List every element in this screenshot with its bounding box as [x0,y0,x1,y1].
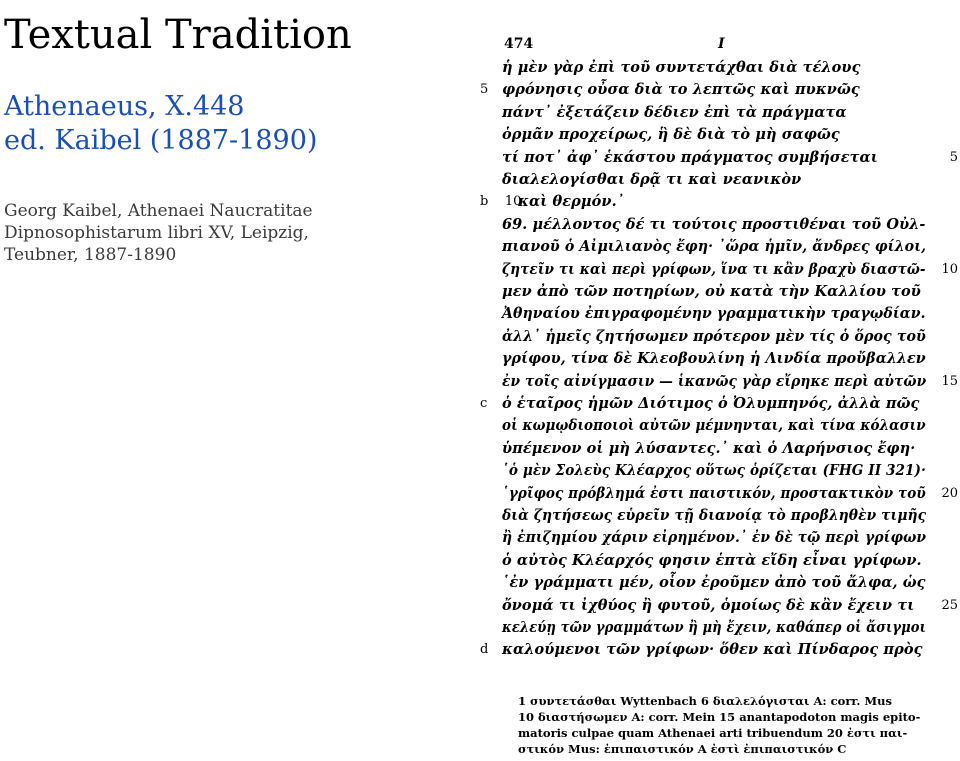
margin-marker: c [480,396,488,411]
line-number: 25 [941,598,958,613]
apparatus-note: matoris culpae quam Athenaei arti tribuendum 20 ἐστι παι- [518,726,908,740]
line-number: 20 [941,486,958,501]
subtitle-line-1: Athenaeus, X.448 [4,91,245,122]
text-line: καὶ θερμόν.᾽ [518,193,625,210]
text-line: φρόνησις οὖσα διὰ το λεπτῶς καὶ πυκνῶς [502,81,860,98]
text-line: ῾ἐν γράμματι μέν, οἷον ἐροῦμεν ἀπὸ τοῦ ἄλφα, ὡς [502,574,926,591]
text-line: διαλελογίσθαι δρᾷ τι καὶ νεανικὸν [502,171,802,188]
text-line: πάντ᾽ ἐξετάζειν δέδιεν ἐπὶ τὰ πράγματα [502,104,847,121]
margin-marker: d [480,642,489,657]
text-line: μεν ἀπὸ τῶν ποτηρίων, οὐ κατὰ τὴν Καλλίου τοῦ [502,283,921,300]
text-line: ῾γρῖφος πρόβλημά ἐστι παιστικόν, προστακτικὸν τοῦ [502,485,926,502]
margin-marker: 5 [480,82,489,97]
source-subtitle [4,90,317,158]
text-line: ὄνομά τι ἰχθύος ἢ φυτοῦ, ὁμοίως δὲ κἂν ἔχειν τι [502,597,915,614]
book-number: I [718,36,725,52]
text-line: Ἀθηναίου ἐπιγραφομένην γραμματικὴν τραγῳδίαν. [502,305,926,322]
text-line: ὁρμᾶν προχείρως, ἣ δὲ διὰ τὸ μὴ σαφῶς [502,126,840,143]
text-line: ὁ αὐτὸς Κλέαρχός φησιν ἑπτὰ εἴδη εἶναι γρίφων. [502,552,922,569]
text-line: ὑπέμενον οἱ μὴ λύσαντες.᾽ καὶ ὁ Λαρήνσιος ἔφη· [502,440,916,457]
line-number: 10 [941,262,958,277]
text-line: ῾ὁ μὲν Σολεὺς Κλέαρχος οὕτως ὁρίζεται (FHG II 321)· [502,462,926,479]
slide-title: Textual Tradition [4,12,352,58]
citation-line-1: Georg Kaibel, Athenaei Naucratitae [4,201,313,221]
text-line: ἐν τοῖς αἰνίγμασιν — ἱκανῶς γὰρ εἴρηκε περὶ αὐτῶν [502,373,927,390]
text-line: 69. μέλλοντος δέ τι τούτοις προστιθέναι τοῦ Οὐλ- [502,216,926,233]
scanned-page [478,0,960,761]
apparatus-note: στικόν Mus: ἐπιπαιστικόν A ἐστὶ ἐπιπαιστικόν C [518,742,847,756]
citation-line-2: Dipnosophistarum libri XV, Leipzig, [4,223,309,243]
text-line: ἡ μὲν γὰρ ἐπὶ τοῦ συντετάχθαι διὰ τέλους [502,59,861,76]
text-line: κελεύῃ τῶν γραμμάτων ἢ μὴ ἔχειν, καθάπερ οἱ ἄσιγμοι [502,619,927,636]
apparatus-note: 1 συντετάσθαι Wyttenbach 6 διαλελόγισται A: corr. Mus [518,694,892,708]
line-number: 15 [941,374,958,389]
text-line: ζητεῖν τι καὶ περὶ γρίφων, ἵνα τι κἂν βραχὺ διαστῶ- [502,261,926,278]
text-line: ἀλλ᾽ ἡμεῖς ζητήσωμεν πρότερον μὲν τίς ὁ ὅρος τοῦ [502,328,927,345]
citation-line-3: Teubner, 1887-1890 [4,245,177,265]
text-line: οἱ κωμῳδιοποιοὶ αὐτῶν μέμνηνται, καὶ τίνα κόλασιν [502,417,926,434]
margin-marker: b 10 [480,194,522,209]
text-line: γρίφου, τίνα δὲ Κλεοβουλίνη ἡ Λινδία προὔβαλλεν [502,350,926,367]
text-line: πιανοῦ ὁ Αἰμιλιανὸς ἔφη· ᾽ὥρα ἡμῖν, ἄνδρες φίλοι, [502,238,927,255]
text-line: τί ποτ᾽ ἀφ᾽ ἑκάστου πράγματος συμβήσεται [502,149,878,166]
text-line: ὁ ἑταῖρος ἡμῶν Διότιμος ὁ Ὀλυμπηνός, ἀλλὰ πῶς [502,395,920,412]
text-line: ἢ ἐπιζημίου χάριν εἰρημένον.᾽ ἐν δὲ τῷ περὶ γρίφων [502,529,927,546]
line-number: 5 [949,150,958,165]
text-line: διὰ ζητήσεως εὑρεῖν τῇ διανοίᾳ τὸ προβληθὲν τιμῆς [502,507,927,524]
citation [4,200,464,266]
page-number: 474 [504,36,534,52]
apparatus-note: 10 διαστήσωμεν A: corr. Mein 15 anantapodoton magis epito- [518,710,921,724]
subtitle-line-2: ed. Kaibel (1887-1890) [4,125,318,156]
text-line: καλούμενοι τῶν γρίφων· ὅθεν καὶ Πίνδαρος πρὸς [502,641,923,658]
